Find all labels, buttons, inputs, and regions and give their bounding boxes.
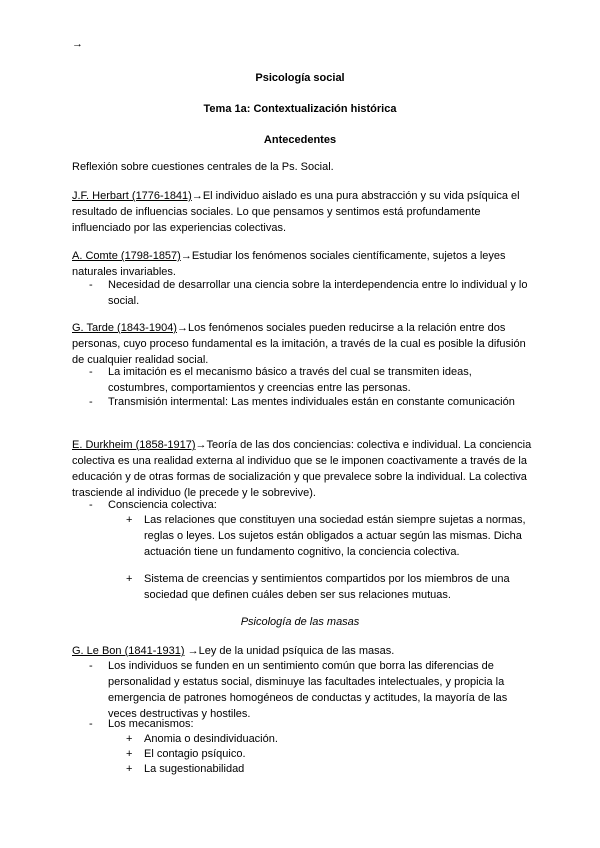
arrow-icon: → — [195, 439, 207, 451]
lebon-name: G. Le Bon (1841-1931) — [72, 645, 185, 657]
tarde-name: G. Tarde (1843-1904) — [72, 322, 177, 334]
plus-bullet: + — [126, 748, 133, 760]
dash-bullet: - — [89, 499, 93, 511]
arrow-icon: → — [176, 322, 188, 334]
plus-bullet: + — [126, 514, 133, 526]
top-arrow: → — [72, 38, 83, 50]
durkheim-sub-2: Sistema de creencias y sentimientos compartidos por los miembros de una sociedad que definen cuáles deben ser sus relaciones mutuas. — [144, 573, 510, 601]
document-title: Psicología social — [255, 72, 345, 84]
tarde-paragraph — [72, 320, 532, 368]
comte-text: Estudiar los fenómenos sociales científicamente, sujetos a leyes naturales invariables. — [72, 250, 506, 278]
document-subtitle: Tema 1a: Contextualización histórica — [203, 103, 397, 115]
lebon-paragraph — [72, 643, 532, 659]
plus-bullet: + — [126, 763, 133, 775]
dash-bullet: - — [89, 660, 93, 672]
herbart-text: El individuo aislado es una pura abstracción y su vida psíquica el resultado de influencias sociales. Lo que pensamos y sentimos está profundamente influenciado por las experiencias colectivas. — [72, 190, 520, 234]
herbart-name: J.F. Herbart (1776-1841) — [72, 190, 192, 202]
tarde-bullet-2: Transmisión intermental: Las mentes individuales están en constante comunicación — [108, 396, 515, 408]
comte-name: A. Comte (1798-1857) — [72, 250, 181, 262]
dash-bullet: - — [89, 279, 93, 291]
tarde-text: Los fenómenos sociales pueden reducirse a la relación entre dos personas, cuyo proceso fundamental es la imitación, a través de la cual es posible la difusión de cualquier realidad social. — [72, 322, 526, 366]
durkheim-bullet: Consciencia colectiva: — [108, 499, 217, 511]
dash-bullet: - — [89, 718, 93, 730]
arrow-icon: → — [184, 645, 199, 657]
dash-bullet: - — [89, 396, 93, 408]
durkheim-sub-1: Las relaciones que constituyen una sociedad están siempre sujetas a normas, reglas o leyes. Los sujetos están obligados a actuar según las mismas. Dicha actuación tiene un fundamento cognitivo, la conciencia colectiva. — [144, 514, 526, 558]
comte-paragraph — [72, 248, 532, 280]
arrow-icon: → — [180, 250, 192, 262]
lebon-sub-3: La sugestionabilidad — [144, 763, 245, 775]
comte-bullet: Necesidad de desarrollar una ciencia sobre la interdependencia entre lo individual y lo social. — [108, 279, 528, 307]
lebon-sub-1: Anomia o desindividuación. — [144, 733, 278, 745]
section-heading-masas: Psicología de las masas — [240, 616, 360, 628]
arrow-icon: → — [191, 190, 203, 202]
lebon-bullet-1: Los individuos se funden en un sentimiento común que borra las diferencias de personalidad y estatus social, disminuye las facultades intelectuales, y propicia la emergencia de patrones homogéneos de conductas y actitudes, la mayoría de las veces destructivas y hostiles. — [108, 660, 508, 720]
lebon-bullet-2: Los mecanismos: — [108, 718, 194, 730]
plus-bullet: + — [126, 573, 133, 585]
durkheim-name: E. Durkheim (1858-1917) — [72, 439, 196, 451]
lebon-text: Ley de la unidad psíquica de las masas. — [198, 645, 395, 657]
tarde-bullet-1: La imitación es el mecanismo básico a través del cual se transmiten ideas, costumbres, comportamientos y creencias entre las personas. — [108, 366, 472, 394]
intro-paragraph: Reflexión sobre cuestiones centrales de la Ps. Social. — [72, 161, 334, 173]
section-heading-antecedentes: Antecedentes — [263, 134, 337, 146]
dash-bullet: - — [89, 366, 93, 378]
durkheim-paragraph — [72, 437, 532, 501]
plus-bullet: + — [126, 733, 133, 745]
durkheim-text: Teoría de las dos conciencias: colectiva e individual. La conciencia colectiva es una realidad externa al individuo que se le imponen coactivamente a través de la educación y de otras formas de socialización y que prevalece sobre la individual. La colectiva trasciende al individuo (le precede y le sobrevive). — [72, 439, 532, 499]
lebon-sub-2: El contagio psíquico. — [144, 748, 246, 760]
herbart-paragraph — [72, 188, 532, 236]
